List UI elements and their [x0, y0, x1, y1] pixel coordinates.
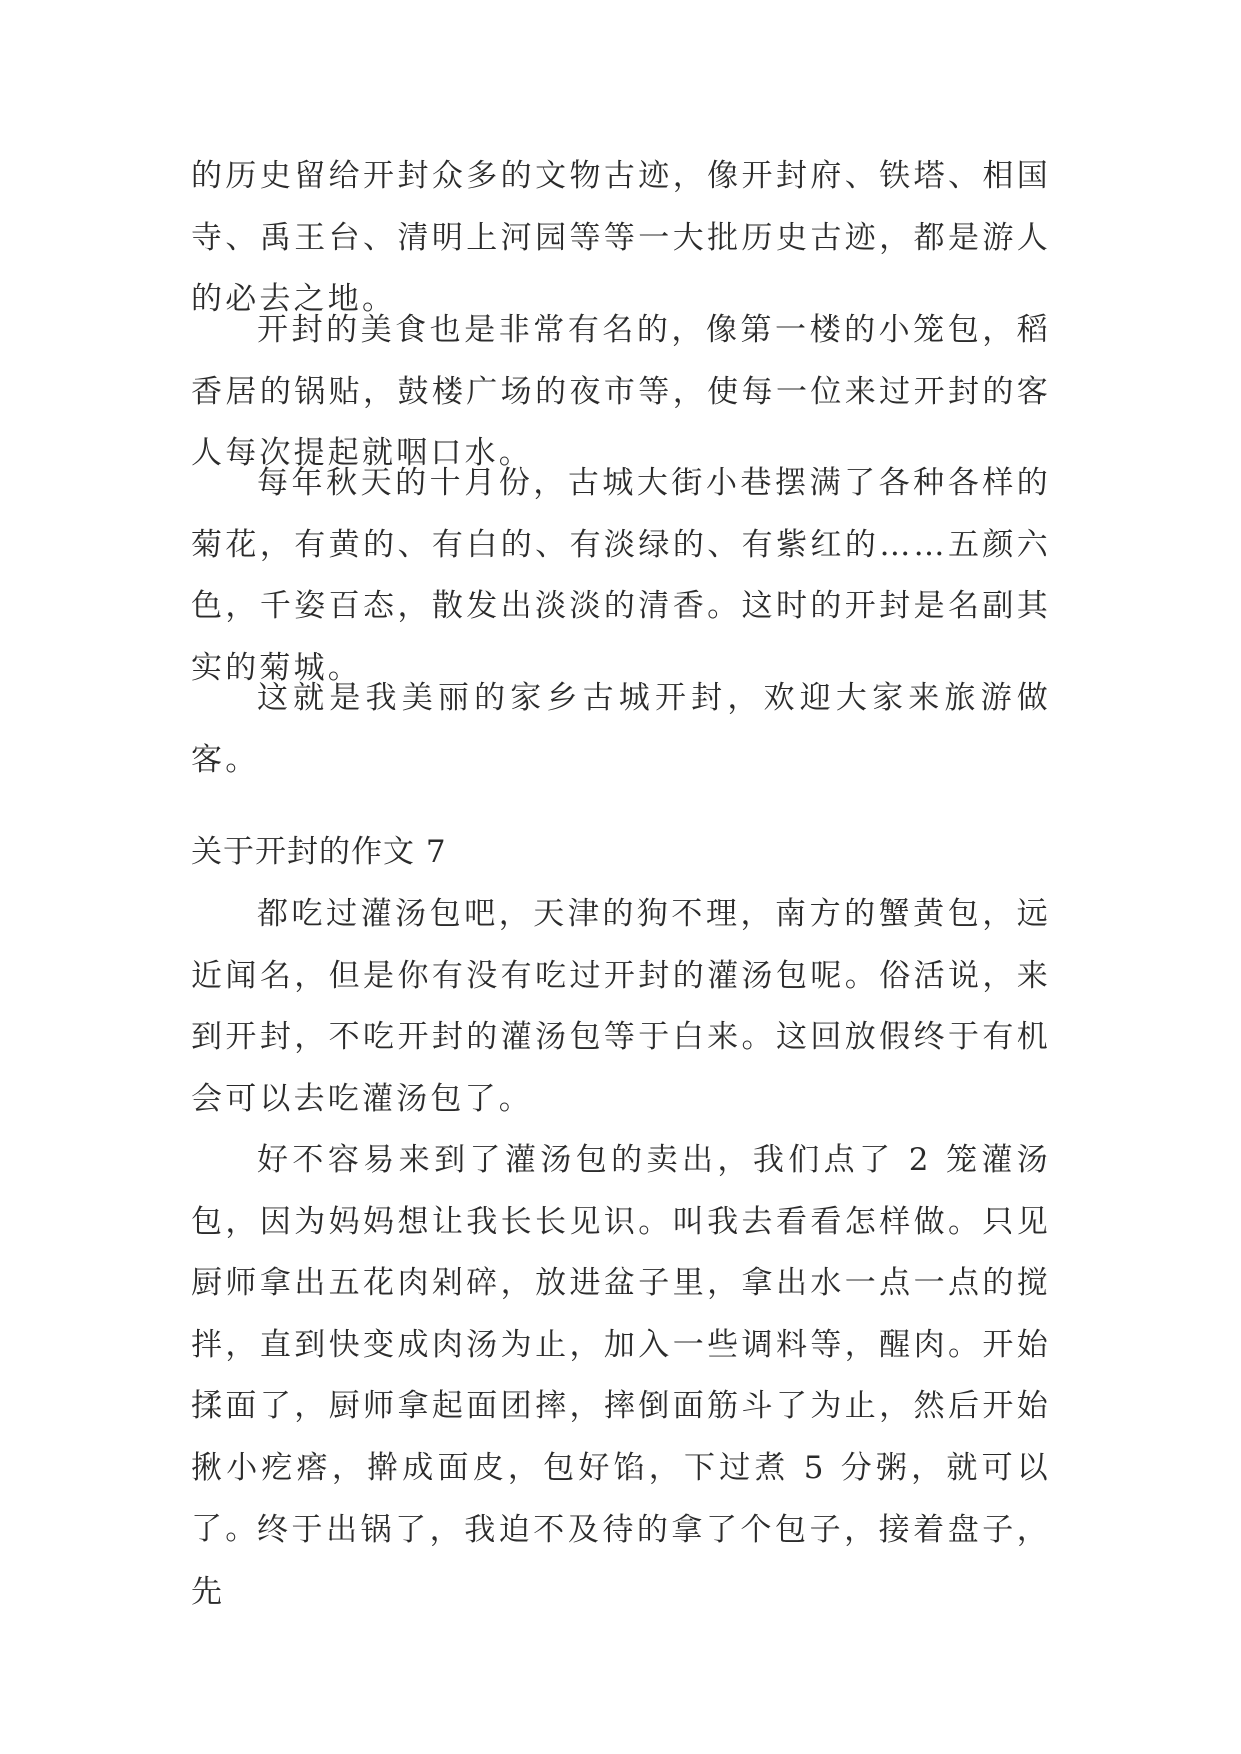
paragraph-food: 开封的美食也是非常有名的，像第一楼的小笼包，稻香居的锅贴，鼓楼广场的夜市等，使每一位来过开封的客人每次提起就咽口水。 [191, 312, 1051, 471]
paragraph-soup-dumplings-intro: 都吃过灌汤包吧，天津的狗不理，南方的蟹黄包，远近闻名，但是你有没有吃过开封的灌汤包呢。俗活说，来到开封，不吃开封的灌汤包等于白来。这回放假终于有机会可以去吃灌汤包了。 [191, 896, 1051, 1117]
paragraph-out-of-pot: 终于出锅了，我迫不及待的拿了个包子，接着盘子，先 [191, 1512, 1051, 1610]
paragraph-chrysanthemum: 每年秋天的十月份，古城大街小巷摆满了各种各样的菊花，有黄的、有白的、有淡绿的、有紫红的……五颜六色，千姿百态，散发出淡淡的清香。这时的开封是名副其实的菊城。 [191, 465, 1051, 686]
paragraph-historic-sites: 的历史留给开封众多的文物古迹，像开封府、铁塔、相国寺、禹王台、清明上河园等等一大批历史古迹，都是游人的必去之地。 [191, 158, 1051, 317]
paragraph-welcome: 这就是我美丽的家乡古城开封，欢迎大家来旅游做客。 [191, 680, 1051, 778]
section-heading: 关于开封的作文 7 [191, 834, 447, 870]
paragraph-dumpling-making: 好不容易来到了灌汤包的卖出，我们点了 2 笼灌汤包，因为妈妈想让我长长见识。叫我去看看怎样做。只见厨师拿出五花肉剁碎，放进盆子里，拿出水一点一点的搅拌，直到快变成肉汤为止，加入一些调料等，醒肉。开始揉面了，厨师拿起面团摔，摔倒面筋斗了为止，然后开始揪小疙瘩，擀成面皮，包好馅，下过煮 5 分粥，就可以了。 [191, 1142, 1051, 1547]
